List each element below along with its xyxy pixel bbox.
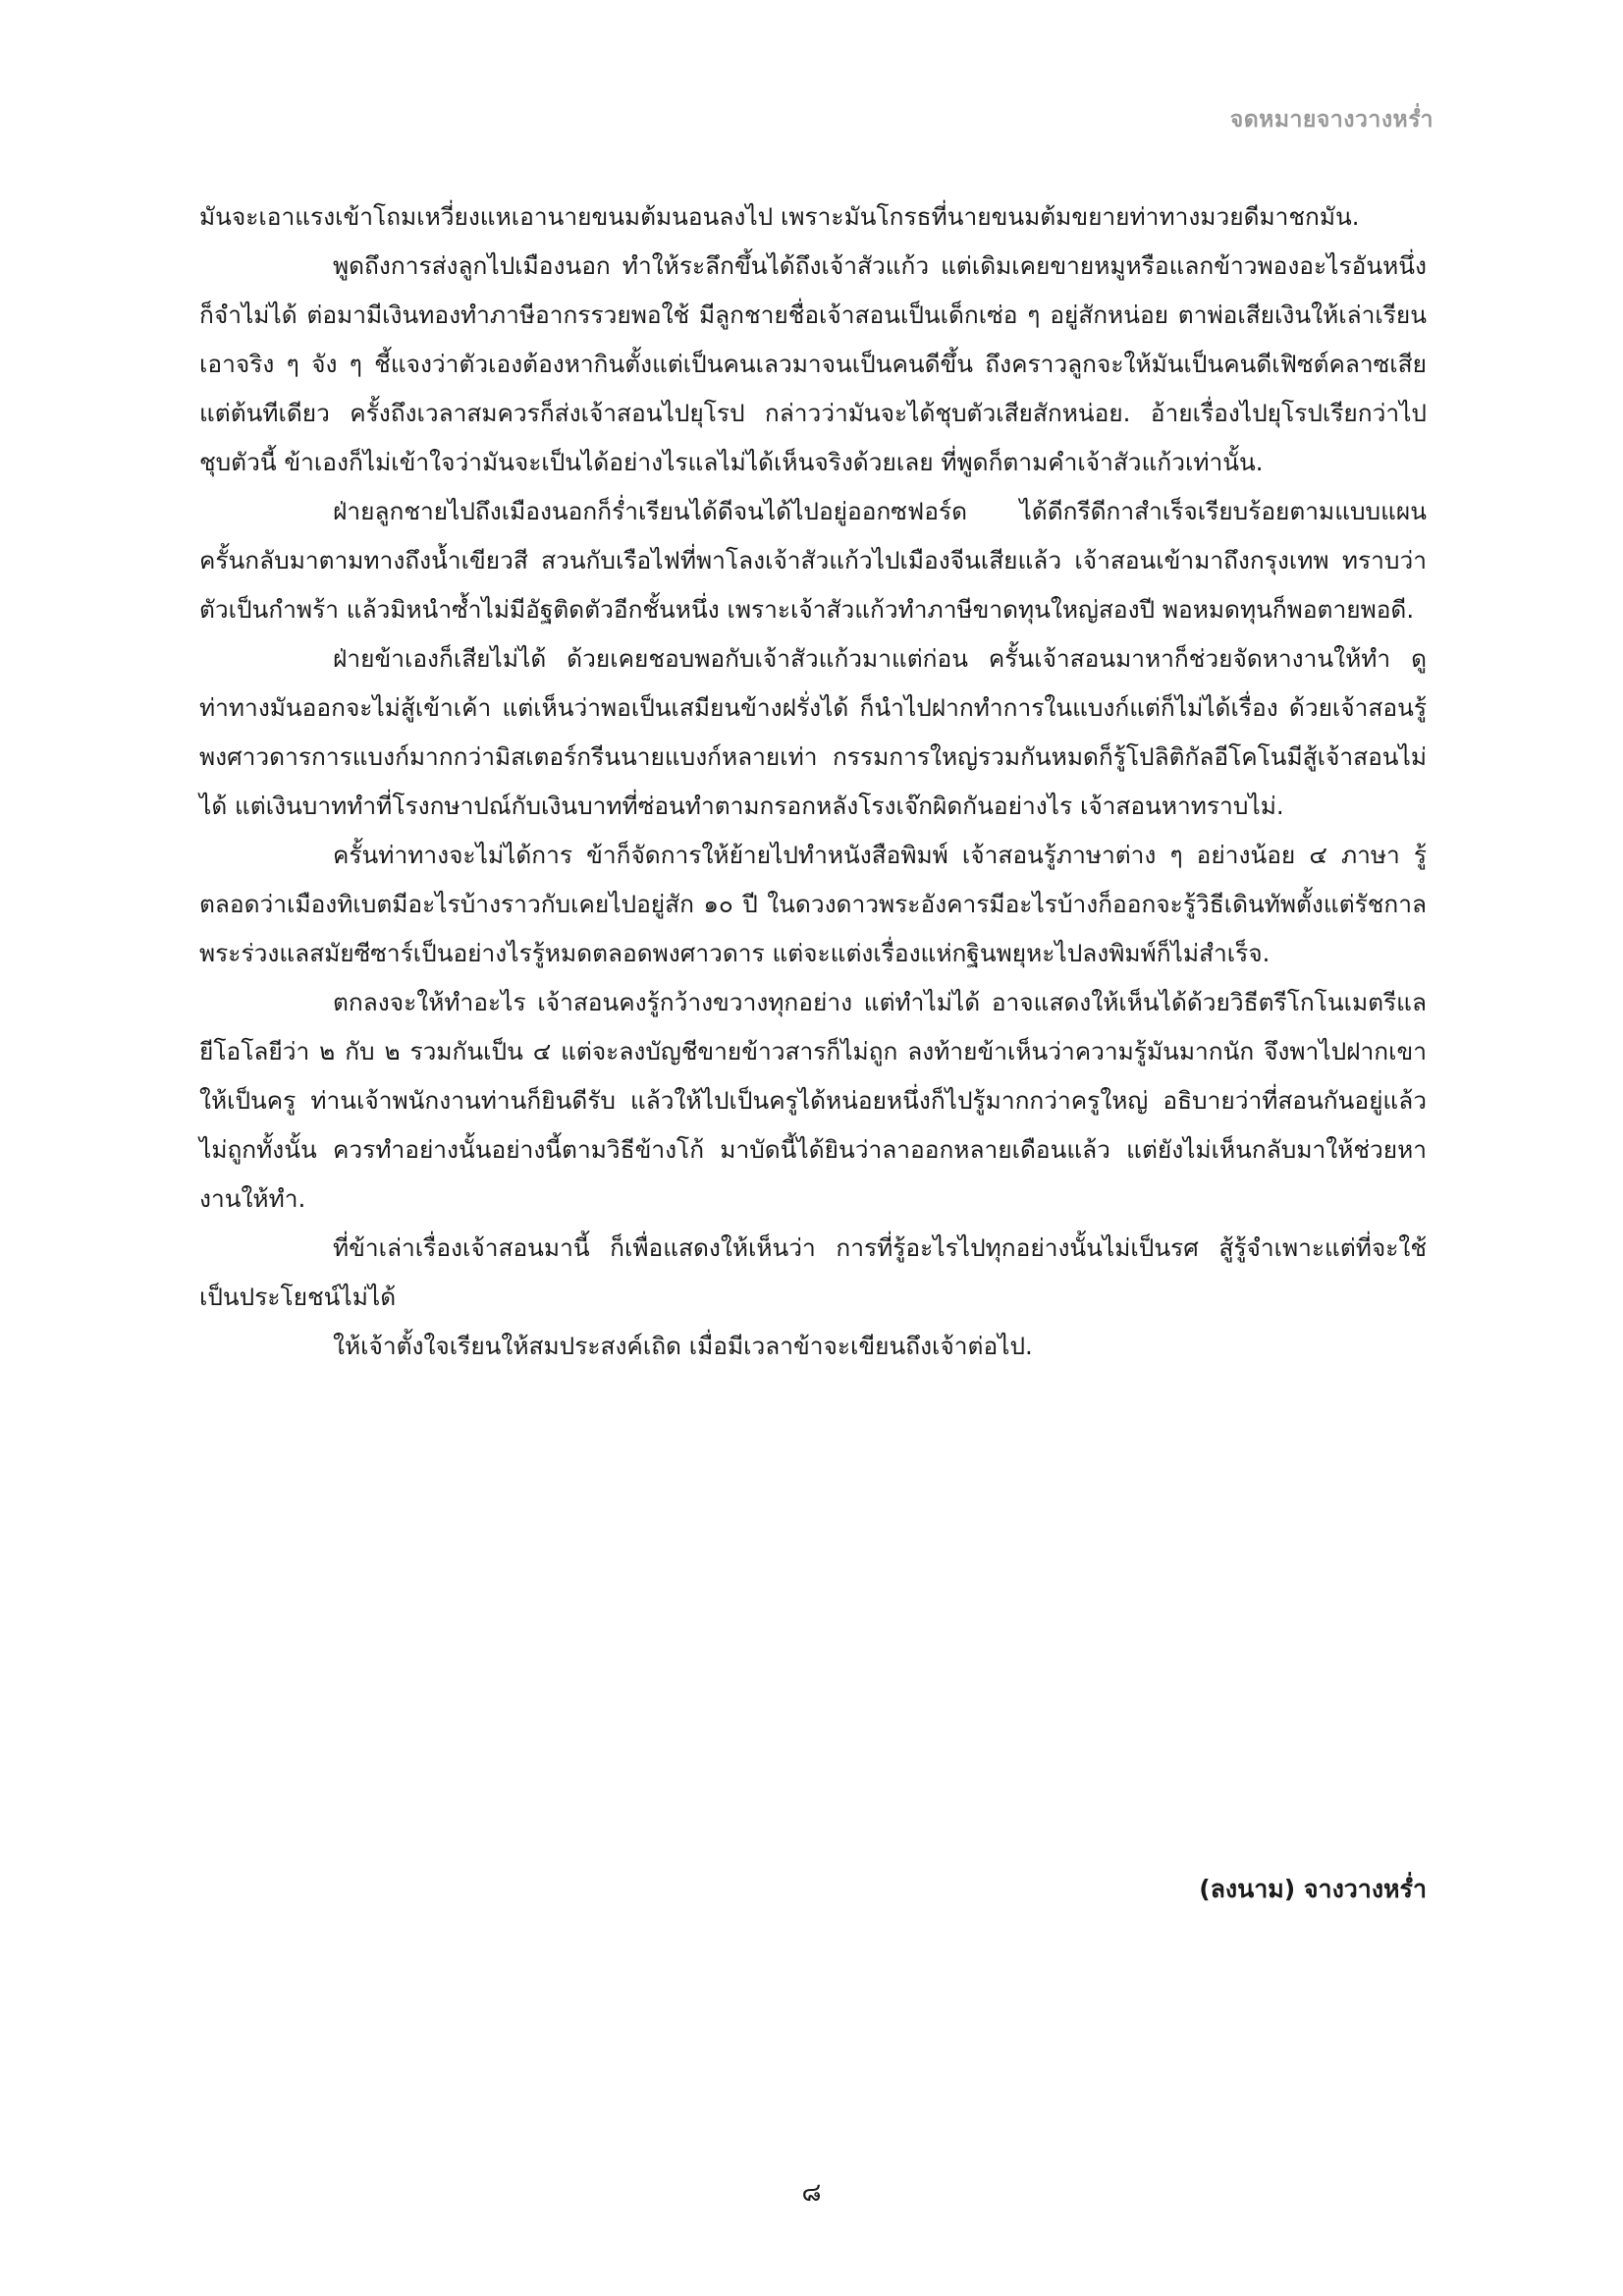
- paragraph-5: ครั้นท่าทางจะไม่ได้การ ข้าก็จัดการให้ย้ายไปทำหนังสือพิมพ์ เจ้าสอนรู้ภาษาต่าง ๆ อย่างน้อย ๔ ภาษา รู้ตลอดว่าเมืองทิเบตมีอะไรบ้างราวกับเคยไปอยู่สัก ๑๐ ปี ในดวงดาวพระอังคารมีอะไรบ้างก็ออกจะรู้วิธีเดินทัพตั้งแต่รัชกาลพระร่วงแลสมัยซีซาร์เป็นอย่างไรรู้หมดตลอดพงศาวดาร แต่จะแต่งเรื่องแห่กฐินพยุหะไปลงพิมพ์ก็ไม่สำเร็จ.: [199, 841, 1427, 967]
- paragraph-6: ตกลงจะให้ทำอะไร เจ้าสอนคงรู้กว้างขวางทุกอย่าง แต่ทำไม่ได้ อาจแสดงให้เห็นได้ด้วยวิธีตรีโกโนเมตรีแลยีโอโลยีว่า ๒ กับ ๒ รวมกันเป็น ๔ แต่จะลงบัญชีขายข้าวสารก็ไม่ถูก ลงท้ายข้าเห็นว่าความรู้มันมากนัก จึงพาไปฝากเขาให้เป็นครู ท่านเจ้าพนักงานท่านก็ยินดีรับ แล้วให้ไปเป็นครูได้หน่อยหนึ่งก็ไปรู้มากกว่าครูใหญ่ อธิบายว่าที่สอนกันอยู่แล้วไม่ถูกทั้งนั้น ควรทำอย่างนั้นอย่างนี้ตามวิธีข้างโก้ มาบัดนี้ได้ยินว่าลาออกหลายเดือนแล้ว แต่ยังไม่เห็นกลับมาให้ช่วยหางานให้ทำ.: [199, 988, 1427, 1213]
- paragraph-1: มันจะเอาแรงเข้าโถมเหวี่ยงแหเอานายขนมต้มนอนลงไป เพราะมันโกรธที่นายขนมต้มขยายท่าทางมวยดีมาชกมัน.: [199, 202, 1360, 231]
- running-header-title: จดหมายจางวางหร่ำ: [1229, 107, 1434, 133]
- paragraph-2: พูดถึงการส่งลูกไปเมืองนอก ทำให้ระลึกขึ้นได้ถึงเจ้าสัวแก้ว แต่เดิมเคยขายหมูหรือแลกข้าวพองอะไรอันหนึ่งก็จำไม่ได้ ต่อมามีเงินทองทำภาษีอากรรวยพอใช้ มีลูกชายชื่อเจ้าสอนเป็นเด็กเซ่อ ๆ อยู่สักหน่อย ตาพ่อเสียเงินให้เล่าเรียนเอาจริง ๆ จัง ๆ ชี้แจงว่าตัวเองต้องหากินตั้งแต่เป็นคนเลวมาจนเป็นคนดีขึ้น ถึงคราวลูกจะให้มันเป็นคนดีเฟิซต์คลาซเสียแต่ต้นทีเดียว ครั้งถึงเวลาสมควรก็ส่งเจ้าสอนไปยุโรป กล่าวว่ามันจะได้ชุบตัวเสียสักหน่อย. อ้ายเรื่องไปยุโรปเรียกว่าไปชุบตัวนี้ ข้าเองก็ไม่เข้าใจว่ามันจะเป็นได้อย่างไรแลไม่ได้เห็นจริงด้วยเลย ที่พูดก็ตามคำเจ้าสัวแก้วเท่านั้น.: [199, 251, 1427, 476]
- page-number: ๘: [801, 2178, 822, 2208]
- signature-line: (ลงนาม) จางวางหร่ำ: [1199, 1875, 1427, 1903]
- letter-body: [199, 192, 1427, 1371]
- paragraph-4: ฝ่ายข้าเองก็เสียไม่ได้ ด้วยเคยชอบพอกับเจ้าสัวแก้วมาแต่ก่อน ครั้นเจ้าสอนมาหาก็ช่วยจัดหางานให้ทำ ดูท่าทางมันออกจะไม่สู้เข้าเค้า แต่เห็นว่าพอเป็นเสมียนข้างฝรั่งได้ ก็นำไปฝากทำการในแบงก์แต่ก็ไม่ได้เรื่อง ด้วยเจ้าสอนรู้พงศาวดารการแบงก์มากกว่ามิสเตอร์กรีนนายแบงก์หลายเท่า กรรมการใหญ่รวมกันหมดก็รู้โปลิติกัลอีโคโนมีสู้เจ้าสอนไม่ได้ แต่เงินบาททำที่โรงกษาปณ์กับเงินบาทที่ซ่อนทำตามกรอกหลังโรงเจ๊กผิดกันอย่างไร เจ้าสอนหาทราบไม่.: [199, 644, 1427, 820]
- paragraph-3: ฝ่ายลูกชายไปถึงเมืองนอกก็ร่ำเรียนได้ดีจนได้ไปอยู่ออกซฟอร์ด ได้ดีกรีดีกาสำเร็จเรียบร้อยตามแบบแผน ครั้นกลับมาตามทางถึงน้ำเขียวสี สวนกับเรือไฟที่พาโลงเจ้าสัวแก้วไปเมืองจีนเสียแล้ว เจ้าสอนเข้ามาถึงกรุงเทพ ทราบว่าตัวเป็นกำพร้า แล้วมิหนำซ้ำไม่มีอัฐติดตัวอีกชั้นหนึ่ง เพราะเจ้าสัวแก้วทำภาษีขาดทุนใหญ่สองปี พอหมดทุนก็พอตายพอดี.: [199, 497, 1427, 624]
- paragraph-7: ที่ข้าเล่าเรื่องเจ้าสอนมานี้ ก็เพื่อแสดงให้เห็นว่า การที่รู้อะไรไปทุกอย่างนั้นไม่เป็นรศ สู้รู้จำเพาะแต่ที่จะใช้เป็นประโยชน์ไม่ได้: [199, 1233, 1427, 1311]
- paragraph-8: ให้เจ้าตั้งใจเรียนให้สมประสงค์เถิด เมื่อมีเวลาข้าจะเขียนถึงเจ้าต่อไป.: [333, 1332, 1033, 1360]
